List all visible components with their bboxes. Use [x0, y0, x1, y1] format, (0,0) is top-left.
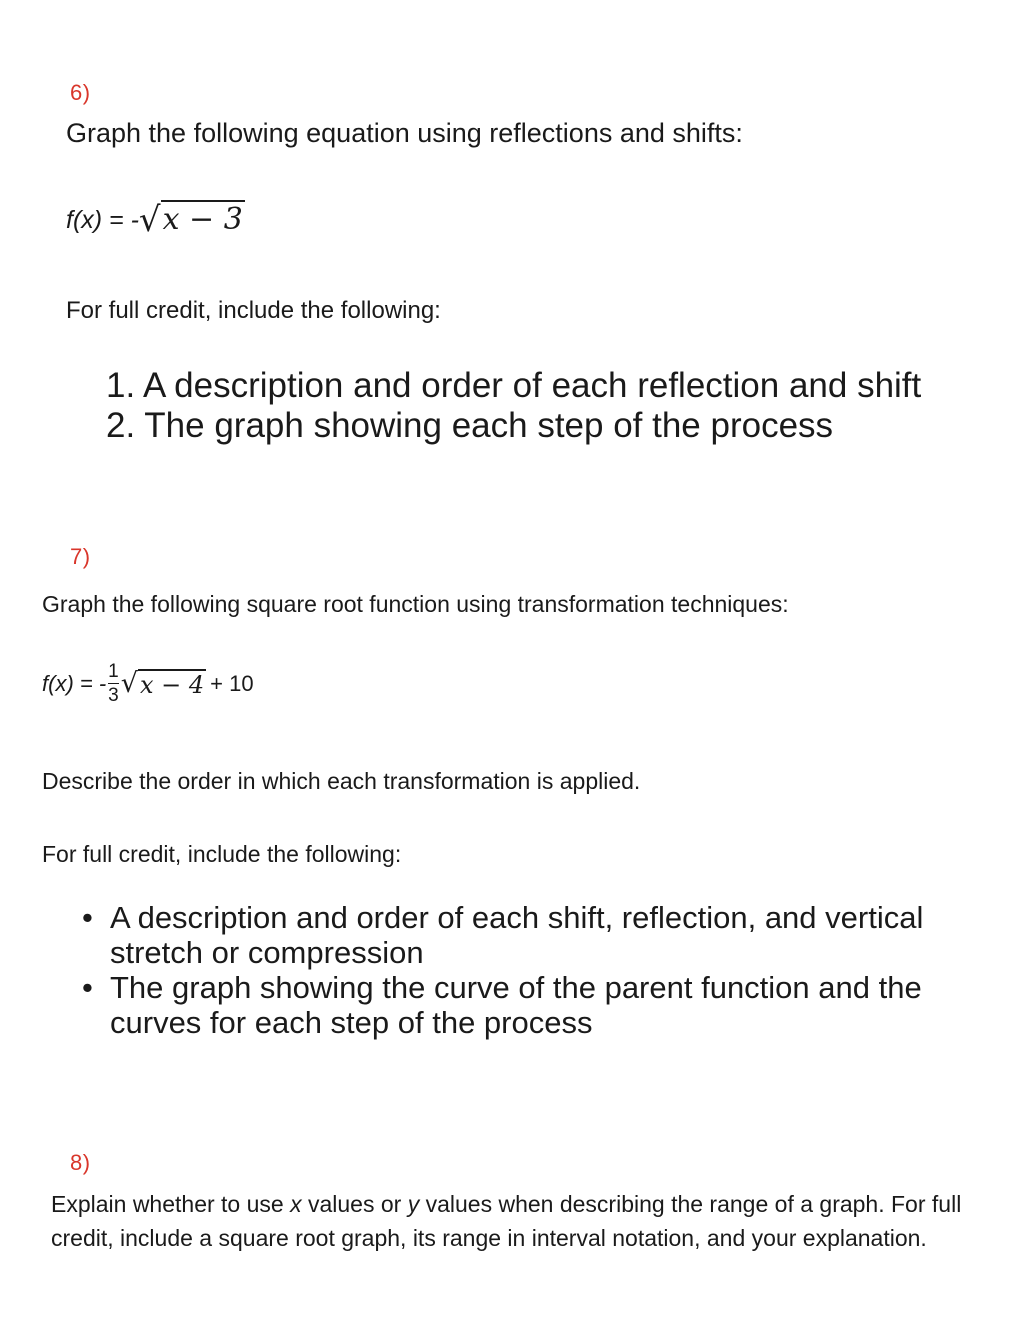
square-root: √ x − 4 — [120, 667, 205, 699]
equation-radicand: x − 3 — [162, 202, 243, 237]
question-6-prompt: Graph the following equation using reflections and shifts: — [66, 118, 743, 148]
bullet-icon: • — [82, 900, 93, 935]
list-item: 2. The graph showing each step of the process — [106, 406, 834, 445]
square-root: √ x − 3 — [138, 200, 243, 240]
question-6-number: 6) — [70, 80, 91, 105]
question-6-equation — [66, 200, 245, 240]
fraction — [108, 662, 119, 705]
variable-y: y — [407, 1191, 420, 1217]
question-7-requirements-list — [82, 900, 970, 1040]
fraction-numerator: 1 — [108, 661, 119, 682]
question-8-text: Explain whether to use x values or y values when describing the range of a graph. For full credit, include a square root graph, its range in interval notation, and your explanation. — [51, 1191, 962, 1251]
list-item: • The graph showing the curve of the parent function and the curves for each step of the process — [82, 970, 922, 1040]
equation-tail: + 10 — [210, 670, 254, 696]
bullet-icon: • — [82, 970, 93, 1005]
equation-lhs: f(x) = - — [66, 205, 139, 234]
list-item: 1. A description and order of each reflection and shift — [106, 366, 922, 405]
fraction-denominator: 3 — [108, 685, 119, 706]
question-7-prompt: Graph the following square root function using transformation techniques: — [42, 591, 789, 617]
equation-radicand: x − 4 — [139, 670, 205, 699]
question-8-number: 8) — [70, 1150, 91, 1175]
question-7-describe: Describe the order in which each transformation is applied. — [42, 768, 641, 794]
question-6-requirements-list — [106, 366, 921, 446]
question-7-equation — [42, 662, 254, 705]
question-7-credit-intro: For full credit, include the following: — [42, 841, 402, 867]
question-6-credit-intro: For full credit, include the following: — [66, 297, 441, 324]
question-7-number: 7) — [70, 544, 91, 569]
equation-lhs: f(x) = - — [42, 670, 107, 696]
list-item: • A description and order of each shift, reflection, and vertical stretch or compression — [82, 900, 924, 970]
variable-x: x — [290, 1191, 302, 1217]
